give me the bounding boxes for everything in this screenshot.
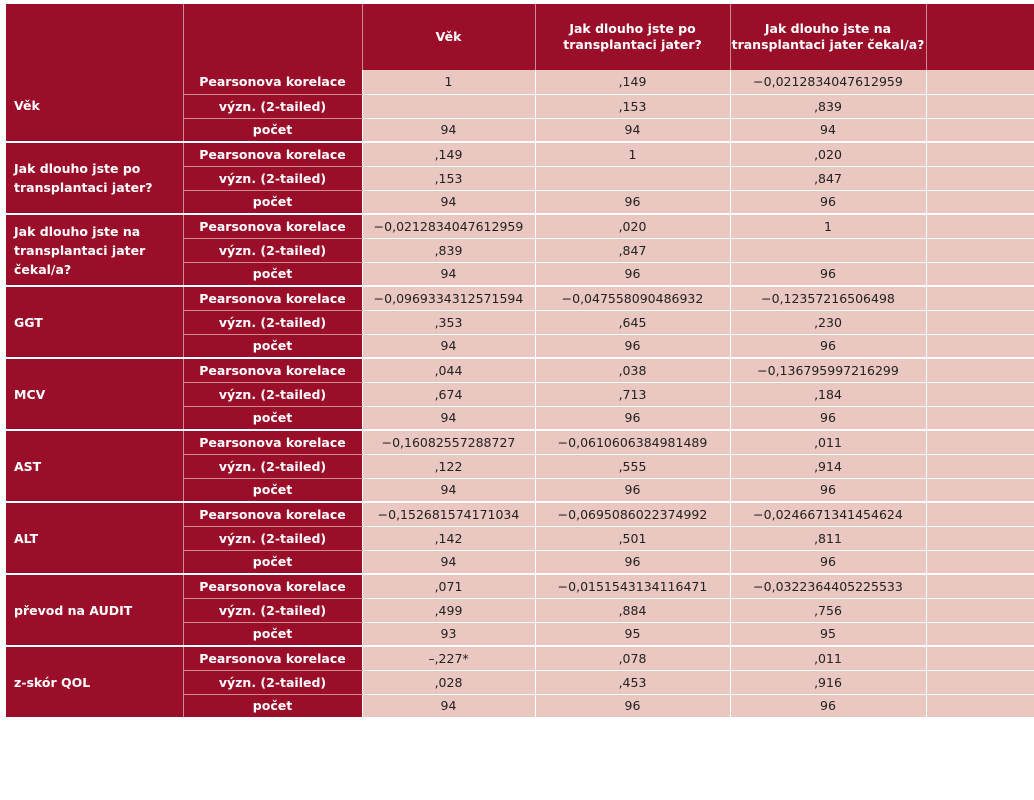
value-cell: −0,12357216506498: [730, 286, 926, 310]
value-cell: [926, 478, 1034, 502]
value-cell: [926, 598, 1034, 622]
stat-label-count: počet: [183, 406, 362, 430]
value-cell: ,555: [535, 454, 730, 478]
value-cell: [926, 334, 1034, 358]
stat-label-count: počet: [183, 190, 362, 214]
value-cell: ,153: [362, 166, 535, 190]
value-cell: [926, 190, 1034, 214]
stat-label-pearson-correlation: Pearsonova korelace: [183, 214, 362, 238]
value-cell: 1: [730, 214, 926, 238]
stat-label-significance: význ. (2-tailed): [183, 166, 362, 190]
value-cell: 93: [362, 622, 535, 646]
table-row: [6, 214, 1034, 238]
value-cell: 96: [730, 262, 926, 286]
value-cell: ,847: [730, 166, 926, 190]
value-cell: 96: [535, 262, 730, 286]
value-cell: ,011: [730, 430, 926, 454]
header-corner: [6, 4, 183, 70]
value-cell: −0,0212834047612959: [730, 70, 926, 94]
value-cell: [926, 310, 1034, 334]
value-cell: −0,047558090486932: [535, 286, 730, 310]
value-cell: ,020: [535, 214, 730, 238]
value-cell: 96: [730, 694, 926, 718]
value-cell: ,028: [362, 670, 535, 694]
value-cell: 95: [730, 622, 926, 646]
value-cell: ,078: [535, 646, 730, 670]
value-cell: 1: [535, 142, 730, 166]
value-cell: [926, 382, 1034, 406]
stat-label-count: počet: [183, 550, 362, 574]
value-cell: 94: [535, 118, 730, 142]
value-cell: ,149: [362, 142, 535, 166]
stat-label-pearson-correlation: Pearsonova korelace: [183, 430, 362, 454]
value-cell: ,811: [730, 526, 926, 550]
value-cell: [926, 358, 1034, 382]
table-row: [6, 70, 1034, 94]
table-row: [6, 502, 1034, 526]
value-cell: −0,0695086022374992: [535, 502, 730, 526]
value-cell: 94: [362, 118, 535, 142]
value-cell: 96: [730, 406, 926, 430]
value-cell: [926, 262, 1034, 286]
value-cell: 95: [535, 622, 730, 646]
value-cell: ,184: [730, 382, 926, 406]
stat-label-count: počet: [183, 694, 362, 718]
value-cell: [926, 406, 1034, 430]
header-col-po-transplantaci: Jak dlouho jste po transplantaci jater?: [535, 4, 730, 70]
correlation-table: [6, 4, 1034, 719]
header-row: [6, 4, 1034, 70]
value-cell: 96: [730, 334, 926, 358]
row-group-label: ALT: [6, 502, 183, 574]
value-cell: [926, 238, 1034, 262]
stat-label-significance: význ. (2-tailed): [183, 670, 362, 694]
stat-label-pearson-correlation: Pearsonova korelace: [183, 70, 362, 94]
header-col-vek: Věk: [362, 4, 535, 70]
value-cell: −0,0322364405225533: [730, 574, 926, 598]
stat-label-pearson-correlation: Pearsonova korelace: [183, 142, 362, 166]
stat-label-count: počet: [183, 622, 362, 646]
value-cell: [926, 502, 1034, 526]
stat-label-pearson-correlation: Pearsonova korelace: [183, 574, 362, 598]
value-cell: 96: [730, 190, 926, 214]
value-cell: −0,0212834047612959: [362, 214, 535, 238]
value-cell: ,645: [535, 310, 730, 334]
row-group-label: MCV: [6, 358, 183, 430]
value-cell: −0,136795997216299: [730, 358, 926, 382]
value-cell: ,353: [362, 310, 535, 334]
value-cell: ,453: [535, 670, 730, 694]
stat-label-count: počet: [183, 118, 362, 142]
stat-label-significance: význ. (2-tailed): [183, 310, 362, 334]
value-cell: −0,0246671341454624: [730, 502, 926, 526]
value-cell: 96: [730, 478, 926, 502]
value-cell: 96: [730, 550, 926, 574]
table-row: [6, 358, 1034, 382]
table-row: [6, 646, 1034, 670]
stat-label-significance: význ. (2-tailed): [183, 454, 362, 478]
value-cell: −0,0969334312571594: [362, 286, 535, 310]
stat-label-count: počet: [183, 262, 362, 286]
value-cell: 94: [362, 190, 535, 214]
value-cell: [535, 166, 730, 190]
value-cell: [926, 430, 1034, 454]
stat-label-significance: význ. (2-tailed): [183, 382, 362, 406]
value-cell: 94: [362, 406, 535, 430]
value-cell: [926, 574, 1034, 598]
value-cell: ,122: [362, 454, 535, 478]
value-cell: [362, 94, 535, 118]
value-cell: 96: [535, 694, 730, 718]
value-cell: ,839: [362, 238, 535, 262]
value-cell: [926, 694, 1034, 718]
value-cell: 94: [362, 334, 535, 358]
row-group-label: Jak dlouho jste po transplantaci jater?: [6, 142, 183, 214]
value-cell: ,044: [362, 358, 535, 382]
stat-label-significance: význ. (2-tailed): [183, 238, 362, 262]
table-row: [6, 286, 1034, 310]
stat-label-significance: význ. (2-tailed): [183, 526, 362, 550]
value-cell: ,071: [362, 574, 535, 598]
value-cell: ,501: [535, 526, 730, 550]
value-cell: 96: [535, 334, 730, 358]
value-cell: ,499: [362, 598, 535, 622]
value-cell: 94: [362, 694, 535, 718]
value-cell: [926, 454, 1034, 478]
row-group-label: z-skór QOL: [6, 646, 183, 718]
value-cell: −0,0151543134116471: [535, 574, 730, 598]
header-stat-column: [183, 4, 362, 70]
value-cell: 94: [730, 118, 926, 142]
stat-label-count: počet: [183, 478, 362, 502]
value-cell: [926, 70, 1034, 94]
value-cell: ,847: [535, 238, 730, 262]
value-cell: ,916: [730, 670, 926, 694]
value-cell: 94: [362, 478, 535, 502]
value-cell: [926, 94, 1034, 118]
value-cell: 94: [362, 262, 535, 286]
value-cell: ,713: [535, 382, 730, 406]
value-cell: 96: [535, 478, 730, 502]
stat-label-pearson-correlation: Pearsonova korelace: [183, 286, 362, 310]
row-group-label: GGT: [6, 286, 183, 358]
value-cell: 96: [535, 406, 730, 430]
value-cell: ,884: [535, 598, 730, 622]
value-cell: [926, 214, 1034, 238]
value-cell: [730, 238, 926, 262]
value-cell: −0,16082557288727: [362, 430, 535, 454]
row-group-label: převod na AUDIT: [6, 574, 183, 646]
stat-label-pearson-correlation: Pearsonova korelace: [183, 646, 362, 670]
value-cell: [926, 142, 1034, 166]
stat-label-count: počet: [183, 334, 362, 358]
table-row: [6, 142, 1034, 166]
value-cell: ,142: [362, 526, 535, 550]
table-row: [6, 574, 1034, 598]
value-cell: ,038: [535, 358, 730, 382]
value-cell: −0,0610606384981489: [535, 430, 730, 454]
value-cell: −0,152681574171034: [362, 502, 535, 526]
row-group-label: Jak dlouho jste na transplantaci jater čekal/a?: [6, 214, 183, 286]
value-cell: ,153: [535, 94, 730, 118]
value-cell: [926, 670, 1034, 694]
row-group-label: AST: [6, 430, 183, 502]
value-cell: ,149: [535, 70, 730, 94]
value-cell: ,674: [362, 382, 535, 406]
table-body: [6, 70, 1034, 718]
value-cell: [926, 646, 1034, 670]
stat-label-pearson-correlation: Pearsonova korelace: [183, 358, 362, 382]
value-cell: –,227*: [362, 646, 535, 670]
value-cell: [926, 622, 1034, 646]
header-col-cekal: Jak dlouho jste na transplantaci jater čekal/a?: [730, 4, 926, 70]
stat-label-pearson-correlation: Pearsonova korelace: [183, 502, 362, 526]
value-cell: ,230: [730, 310, 926, 334]
value-cell: 94: [362, 550, 535, 574]
stat-label-significance: význ. (2-tailed): [183, 94, 362, 118]
value-cell: 96: [535, 550, 730, 574]
value-cell: 1: [362, 70, 535, 94]
header-col-extra: [926, 4, 1034, 70]
value-cell: ,020: [730, 142, 926, 166]
value-cell: [926, 526, 1034, 550]
value-cell: ,756: [730, 598, 926, 622]
value-cell: ,839: [730, 94, 926, 118]
value-cell: [926, 286, 1034, 310]
value-cell: [926, 550, 1034, 574]
correlation-table-container: [6, 4, 1034, 719]
value-cell: [926, 166, 1034, 190]
value-cell: [926, 118, 1034, 142]
value-cell: 96: [535, 190, 730, 214]
row-group-label: Věk: [6, 70, 183, 142]
value-cell: ,011: [730, 646, 926, 670]
stat-label-significance: význ. (2-tailed): [183, 598, 362, 622]
value-cell: ,914: [730, 454, 926, 478]
table-row: [6, 430, 1034, 454]
